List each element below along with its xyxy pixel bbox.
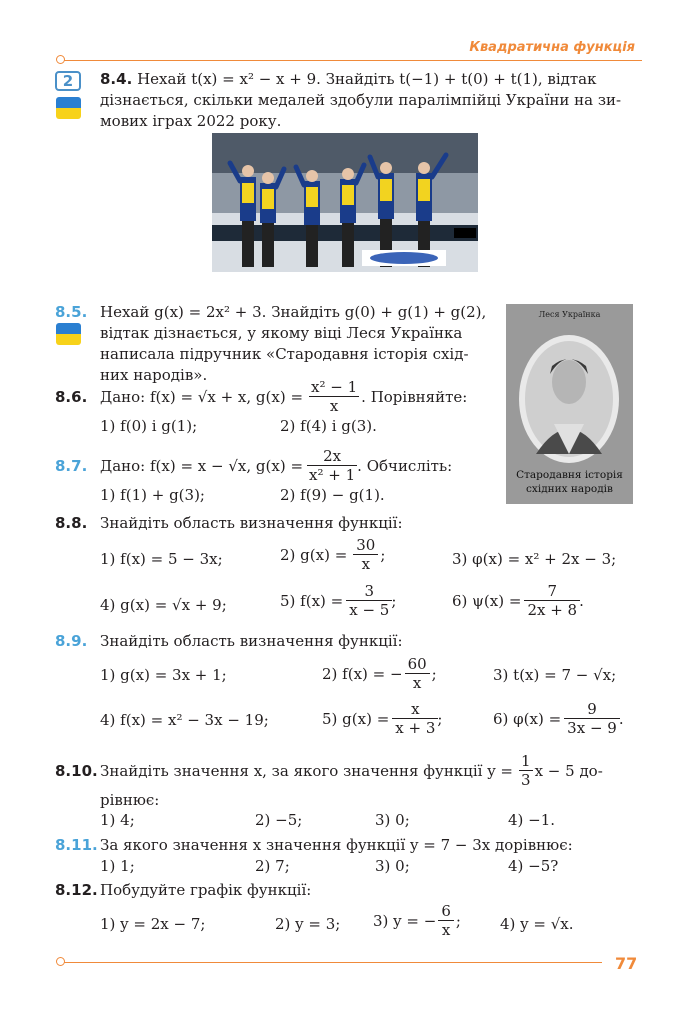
- caption-line: Стародавня історія: [516, 469, 623, 481]
- answer-item: 1) 4;: [100, 811, 135, 829]
- exercise-text: . Обчисліть:: [357, 456, 453, 475]
- footer-bullet: [56, 957, 65, 966]
- answer-item: [373, 902, 461, 939]
- answer-item: 4) −5?: [508, 857, 559, 875]
- fraction-numerator: 2x: [307, 447, 357, 466]
- difficulty-level-badge: 2: [55, 71, 81, 91]
- answer-item: 2) 7;: [255, 857, 290, 875]
- exercise-text: написала підручник «Стародавня історія схід-: [100, 345, 469, 363]
- exercise-text: дізнається, скільки медалей здобули паралімпійці України на зи-: [100, 91, 622, 109]
- exercise-text: Дано: f(x) = √x + x, g(x) =: [100, 387, 304, 406]
- answer-item: 3) t(x) = 7 − √x;: [493, 666, 617, 684]
- exercise-number: 8.9.: [55, 632, 88, 650]
- fraction: [519, 752, 533, 789]
- exercise-8-8: [55, 514, 645, 532]
- header-bullet: [56, 55, 65, 64]
- item-text: ;: [380, 545, 386, 564]
- fraction-denominator: 3x − 9: [567, 719, 617, 737]
- answer-item: [322, 655, 437, 692]
- fraction: [438, 902, 454, 939]
- exercise-number: 8.5.: [55, 303, 88, 321]
- fraction-denominator: x: [329, 397, 339, 415]
- item-text: 5) g(x) =: [322, 709, 390, 728]
- exercise-8-9-row-2: [100, 700, 645, 750]
- exercise-8-7: [55, 447, 500, 504]
- answer-item: 4) −1.: [508, 811, 556, 829]
- fraction-numerator: x² − 1: [311, 378, 358, 396]
- header-rule: [62, 60, 642, 61]
- exercise-8-12: [55, 881, 645, 899]
- answer-item: 2) y = 3;: [275, 915, 341, 933]
- exercise-text: мових іграх 2022 року.: [100, 112, 282, 130]
- item-text: 6) φ(x) =: [493, 709, 562, 728]
- fraction: [309, 378, 359, 415]
- exercise-text: x − 5 до-: [534, 761, 603, 780]
- fraction-numerator: 1: [521, 752, 531, 770]
- answer-item: 1) 1;: [100, 857, 135, 875]
- exercise-8-9-row-1: [100, 655, 645, 705]
- exercise-8-6: [55, 378, 500, 435]
- item-text: ;: [455, 911, 461, 930]
- portrait-caption-bottom: [506, 468, 633, 496]
- answer-item: [452, 582, 584, 619]
- exercise-number: 8.11.: [55, 836, 98, 854]
- exercise-text: Знайдіть значення x, за якого значення функції y =: [100, 761, 514, 780]
- item-text: 2) g(x) =: [280, 545, 348, 564]
- fraction-numerator: 9: [564, 700, 620, 719]
- exercise-8-12-row: [100, 902, 645, 948]
- fraction-numerator: x: [392, 700, 438, 719]
- answer-items: [55, 856, 645, 877]
- answer-item: 1) f(0) і g(1);: [100, 417, 198, 435]
- caption-line: східних народів: [526, 483, 613, 495]
- fraction-numerator: 7: [524, 582, 580, 601]
- exercise-8-9: [55, 632, 645, 650]
- fraction-denominator: 3: [521, 771, 531, 789]
- item-text: ;: [391, 591, 397, 610]
- fraction: [567, 700, 617, 737]
- answer-item: 4) g(x) = √x + 9;: [100, 596, 227, 614]
- fraction-denominator: x: [361, 555, 371, 573]
- item-text: 3) y = −: [373, 911, 437, 930]
- exercise-text: . Порівняйте:: [361, 387, 468, 406]
- answer-item: [280, 536, 385, 573]
- fraction: [395, 700, 435, 737]
- exercise-8-11: [55, 835, 645, 877]
- exercise-text: відтак дізнається, у якому віці Леся Українка: [100, 324, 463, 342]
- answer-item: 3) 0;: [375, 811, 410, 829]
- fraction: [353, 536, 378, 573]
- exercise-text: Нехай t(x) = x² − x + 9. Знайдіть t(−1) + t(0) + t(1), відтак: [137, 70, 597, 88]
- answer-item: 3) φ(x) = x² + 2x − 3;: [452, 550, 617, 568]
- exercise-8-4: [100, 69, 635, 132]
- answer-item: [280, 582, 396, 619]
- answer-item: 1) f(x) = 5 − 3x;: [100, 550, 223, 568]
- fraction: [349, 582, 389, 619]
- fraction-numerator: 60: [405, 655, 430, 674]
- fraction-denominator: x² + 1: [309, 466, 356, 484]
- exercise-text: Знайдіть область визначення функції:: [100, 514, 403, 532]
- answer-items: [55, 811, 645, 829]
- answer-item: 4) f(x) = x² − 3x − 19;: [100, 711, 269, 729]
- fraction-denominator: 2x + 8: [527, 601, 578, 619]
- page-number: 77: [615, 954, 638, 973]
- item-text: .: [579, 591, 584, 610]
- fraction-numerator: 3: [346, 582, 392, 601]
- exercise-8-8-row-1: [100, 536, 645, 586]
- paralympians-photo: [212, 133, 478, 272]
- item-text: ;: [437, 709, 443, 728]
- answer-item: [322, 700, 442, 737]
- fraction: [309, 447, 355, 484]
- answer-item: 2) f(4) і g(3).: [280, 417, 377, 435]
- fraction-numerator: 30: [353, 536, 378, 555]
- exercise-number: 8.10.: [55, 761, 98, 780]
- answer-item: 2) −5;: [255, 811, 303, 829]
- exercise-text: Побудуйте графік функції:: [100, 881, 312, 899]
- exercise-text: них народів».: [100, 366, 208, 384]
- fraction: [405, 655, 430, 692]
- fraction: [527, 582, 577, 619]
- lesya-ukrainka-portrait: [506, 304, 633, 504]
- answer-item: 1) f(1) + g(3);: [100, 486, 205, 504]
- answer-item: 3) 0;: [375, 857, 410, 875]
- portrait-caption-top: Леся Українка: [538, 310, 601, 319]
- section-title: Квадратична функція: [469, 40, 635, 55]
- fraction-denominator: x: [441, 921, 451, 939]
- exercise-8-5: [55, 302, 500, 386]
- fraction-denominator: x: [412, 674, 422, 692]
- answer-item: 4) y = √x.: [500, 915, 574, 933]
- item-text: 2) f(x) = −: [322, 664, 403, 683]
- exercise-text: Нехай g(x) = 2x² + 3. Знайдіть g(0) + g(1) + g(2),: [100, 303, 487, 321]
- item-text: 6) ψ(x) =: [452, 591, 522, 610]
- exercise-number: 8.12.: [55, 881, 98, 899]
- exercise-text: Дано: f(x) = x − √x, g(x) =: [100, 456, 304, 475]
- answer-item: 1) g(x) = 3x + 1;: [100, 666, 227, 684]
- fraction-denominator: x + 3: [395, 719, 436, 737]
- exercise-text: рівнює:: [100, 791, 160, 809]
- exercise-8-10: [55, 752, 645, 829]
- ukraine-flag-icon: [56, 97, 81, 119]
- item-text: ;: [431, 664, 437, 683]
- footer-rule: [62, 962, 602, 963]
- item-text: 5) f(x) =: [280, 591, 344, 610]
- fraction-denominator: x − 5: [349, 601, 390, 619]
- item-text: .: [618, 709, 624, 728]
- exercise-number: 8.6.: [55, 387, 88, 406]
- answer-item: [493, 700, 624, 737]
- fraction-numerator: 6: [438, 902, 454, 921]
- exercise-number: 8.4.: [100, 70, 133, 88]
- exercise-number: 8.8.: [55, 514, 88, 532]
- exercise-8-8-row-2: [100, 582, 645, 632]
- answer-item: 2) f(9) − g(1).: [280, 486, 385, 504]
- answer-item: 1) y = 2x − 7;: [100, 915, 206, 933]
- exercise-number: 8.7.: [55, 456, 88, 475]
- exercise-text: Знайдіть область визначення функції:: [100, 632, 403, 650]
- exercise-text: За якого значення x значення функції y = 7 − 3x дорівнює:: [100, 836, 573, 854]
